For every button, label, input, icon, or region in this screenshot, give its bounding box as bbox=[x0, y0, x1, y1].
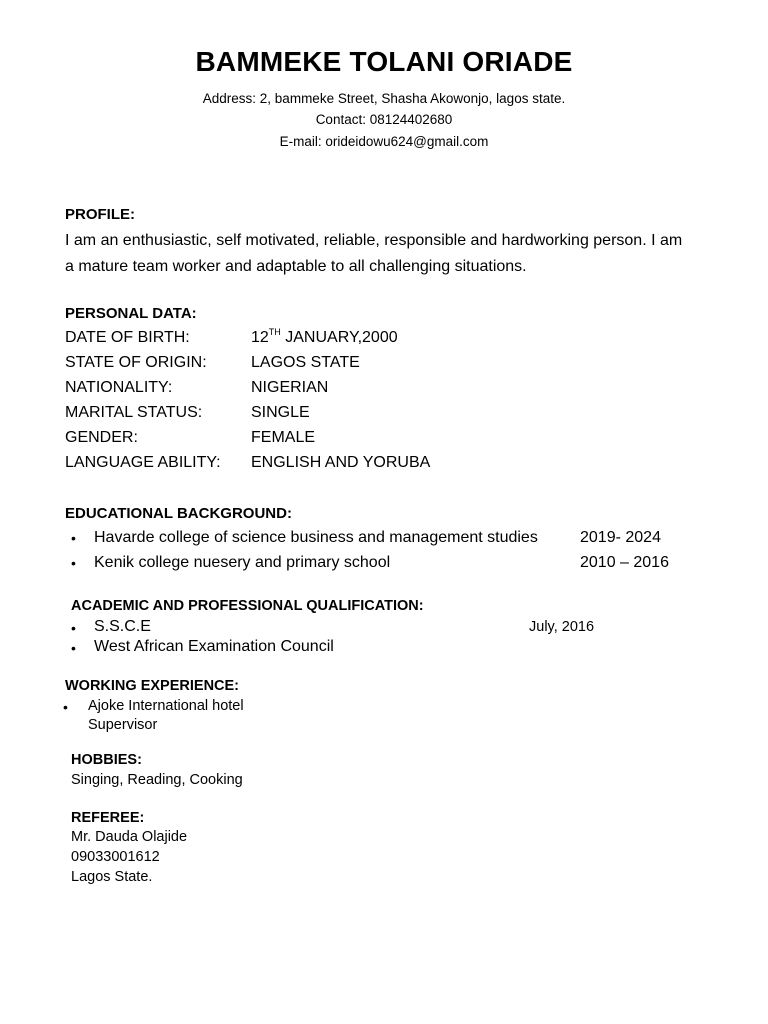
referee-phone: 09033001612 bbox=[71, 849, 160, 865]
personal-data-heading: PERSONAL DATA: bbox=[65, 305, 197, 322]
marital-label: MARITAL STATUS: bbox=[65, 404, 203, 421]
nationality-label: NATIONALITY: bbox=[65, 379, 173, 396]
origin-value: LAGOS STATE bbox=[251, 354, 360, 371]
dob-value: 12TH JANUARY,2000 bbox=[251, 327, 398, 346]
education-school: Kenik college nuesery and primary school bbox=[94, 554, 391, 571]
language-label: LANGUAGE ABILITY: bbox=[65, 454, 221, 471]
referee-heading: REFEREE: bbox=[71, 810, 145, 826]
work-heading: WORKING EXPERIENCE: bbox=[65, 678, 240, 694]
address-line: Address: 2, bammeke Street, Shasha Akowonjo, lagos state. bbox=[202, 91, 566, 106]
dob-label: DATE OF BIRTH: bbox=[65, 329, 190, 346]
contact-line: Contact: 08124402680 bbox=[315, 112, 453, 127]
bullet-icon: • bbox=[71, 620, 76, 636]
language-value: ENGLISH AND YORUBA bbox=[251, 454, 431, 471]
profile-text: I am an enthusiastic, self motivated, reliable, responsible and hardworking person. I am a mature team worker and adaptable to all challenging situations. bbox=[65, 232, 683, 275]
qualification-heading: ACADEMIC AND PROFESSIONAL QUALIFICATION: bbox=[71, 598, 424, 614]
education-years: 2010 – 2016 bbox=[580, 554, 669, 571]
bullet-icon: • bbox=[71, 640, 76, 656]
marital-value: SINGLE bbox=[251, 404, 310, 421]
work-role: Supervisor bbox=[88, 717, 158, 733]
education-heading: EDUCATIONAL BACKGROUND: bbox=[65, 505, 292, 522]
education-years: 2019- 2024 bbox=[580, 529, 661, 546]
bullet-icon: • bbox=[71, 555, 76, 571]
resume-name: BAMMEKE TOLANI ORIADE bbox=[195, 46, 573, 77]
referee-location: Lagos State. bbox=[71, 869, 153, 885]
hobbies-heading: HOBBIES: bbox=[71, 752, 142, 768]
profile-heading: PROFILE: bbox=[65, 206, 135, 223]
education-school: Havarde college of science business and management studies bbox=[94, 529, 538, 546]
bullet-icon: • bbox=[63, 699, 68, 715]
bullet-icon: • bbox=[71, 530, 76, 546]
referee-name: Mr. Dauda Olajide bbox=[71, 829, 188, 845]
work-place: Ajoke International hotel bbox=[88, 698, 244, 714]
hobbies-text: Singing, Reading, Cooking bbox=[71, 772, 243, 788]
qualification-date: July, 2016 bbox=[529, 619, 595, 635]
nationality-value: NIGERIAN bbox=[251, 379, 329, 396]
gender-label: GENDER: bbox=[65, 429, 138, 446]
gender-value: FEMALE bbox=[251, 429, 316, 446]
qualification-item: S.S.C.E bbox=[94, 618, 151, 635]
qualification-item: West African Examination Council bbox=[94, 638, 334, 655]
email-line: E-mail: orideidowu624@gmail.com bbox=[279, 134, 489, 149]
origin-label: STATE OF ORIGIN: bbox=[65, 354, 207, 371]
